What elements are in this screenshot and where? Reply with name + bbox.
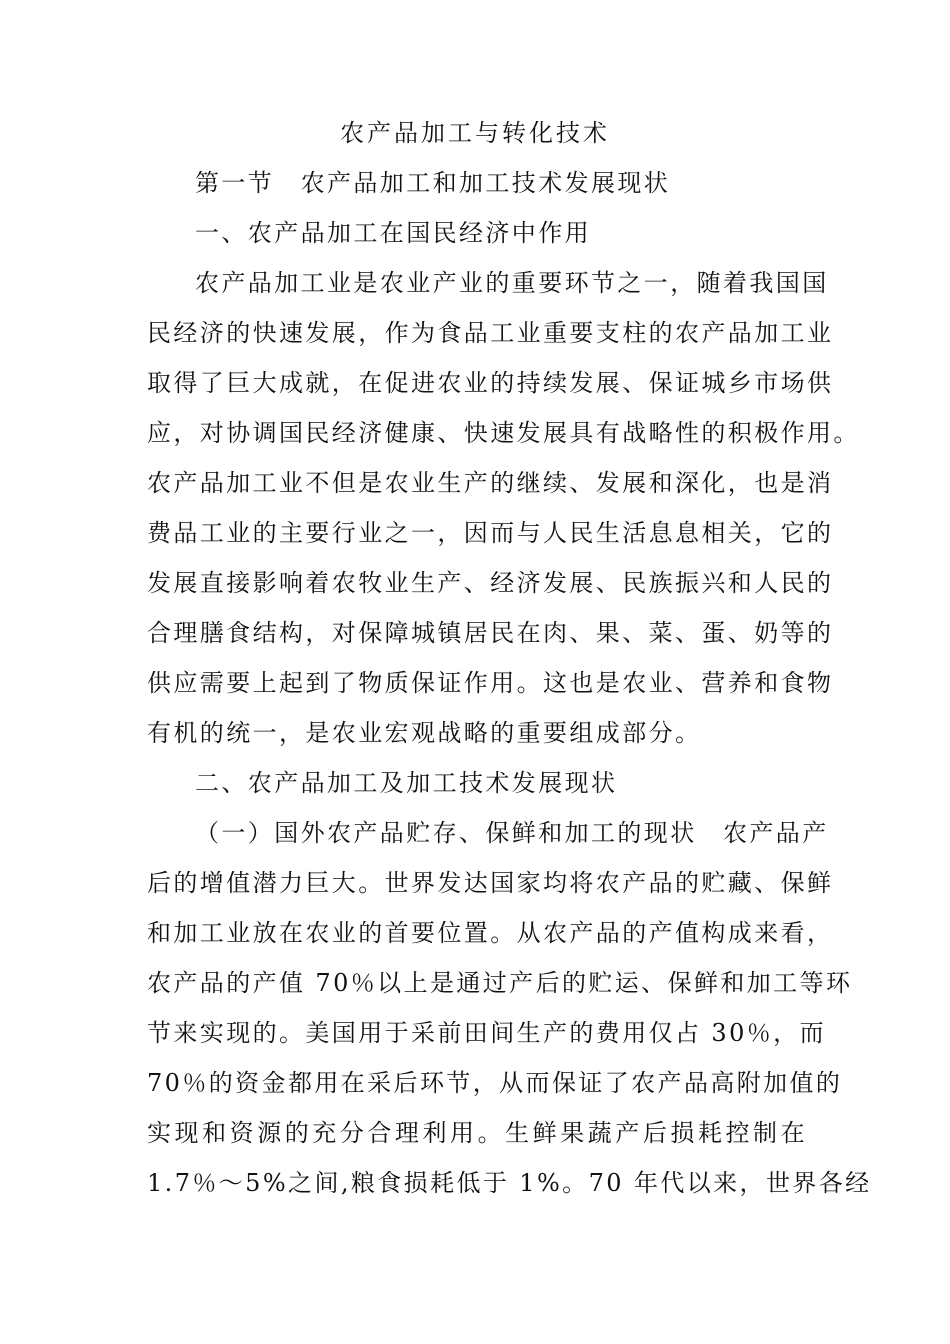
paragraph-1-line: 民经济的快速发展，作为食品工业重要支柱的农产品加工业 (147, 319, 834, 347)
paragraph-1-line: 费品工业的主要行业之一，因而与人民生活息息相关，它的 (147, 519, 834, 547)
section-heading: 第一节 农产品加工和加工技术发展现状 (195, 169, 671, 197)
paragraph-2-line: （一）国外农产品贮存、保鲜和加工的现状 农产品产 (195, 819, 829, 847)
paragraph-2-line: 农产品的产值 70％以上是通过产后的贮运、保鲜和加工等环 (147, 969, 853, 997)
paragraph-1-line: 有机的统一，是农业宏观战略的重要组成部分。 (147, 719, 702, 747)
paragraph-2-line: 1.7％～5%之间,粮食损耗低于 1%。70 年代以来，世界各经 (147, 1169, 872, 1197)
paragraph-1-line: 发展直接影响着农牧业生产、经济发展、民族振兴和人民的 (147, 569, 834, 597)
document-title: 农产品加工与转化技术 (340, 119, 610, 147)
paragraph-1-line: 取得了巨大成就，在促进农业的持续发展、保证城乡市场供 (147, 369, 834, 397)
paragraph-2-line: 后的增值潜力巨大。世界发达国家均将农产品的贮藏、保鲜 (147, 869, 834, 897)
paragraph-2-line: 实现和资源的充分合理利用。生鲜果蔬产后损耗控制在 (147, 1119, 807, 1147)
paragraph-2-line: 70％的资金都用在采后环节，从而保证了农产品高附加值的 (147, 1069, 843, 1097)
paragraph-1-line: 农产品加工业不但是农业生产的继续、发展和深化，也是消 (147, 469, 834, 497)
paragraph-2-line: 节来实现的。美国用于采前田间生产的费用仅占 30％，而 (147, 1019, 826, 1047)
subheading-1: 一、农产品加工在国民经济中作用 (195, 219, 591, 247)
paragraph-1-line: 供应需要上起到了物质保证作用。这也是农业、营养和食物 (147, 669, 834, 697)
paragraph-2-line: 和加工业放在农业的首要位置。从农产品的产值构成来看， (147, 919, 834, 947)
paragraph-1-line: 合理膳食结构，对保障城镇居民在肉、果、菜、蛋、奶等的 (147, 619, 834, 647)
paragraph-1-line: 应，对协调国民经济健康、快速发展具有战略性的积极作用。 (147, 419, 860, 447)
paragraph-1-line: 农产品加工业是农业产业的重要环节之一，随着我国国 (195, 269, 829, 297)
subheading-2: 二、农产品加工及加工技术发展现状 (195, 769, 618, 797)
